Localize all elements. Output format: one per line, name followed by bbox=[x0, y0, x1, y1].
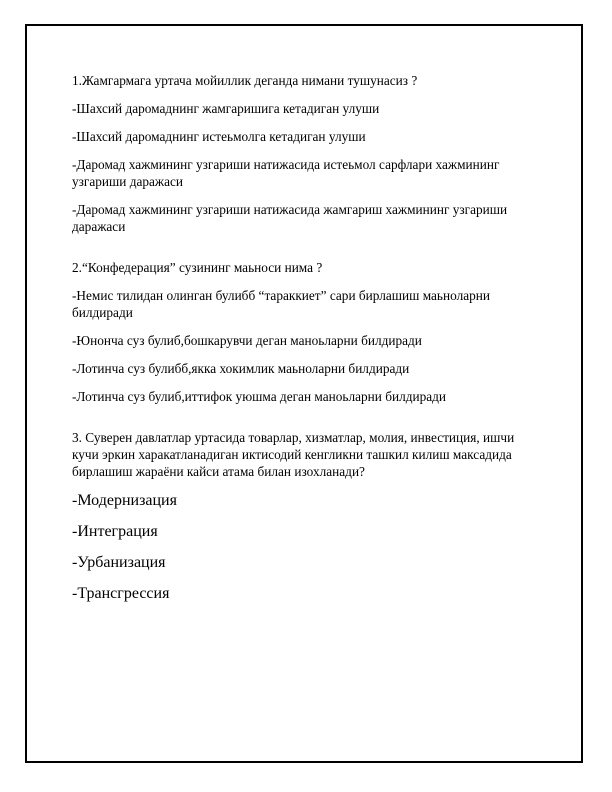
answer-option: -Немис тилидан олинган булибб “тараккиет” сари бирлашиш маьноларни билдиради bbox=[72, 288, 491, 320]
question-2 bbox=[72, 259, 542, 405]
answer-option: -Трансгрессия bbox=[72, 585, 170, 602]
question-text: 3. Суверен давлатлар уртасида товарлар, хизматлар, молия, инвестиция, ишчи кучи эркин харакатланадиган иктисодий кенгликни ташкил килиш максадида бирлашиш жараёни кайси атама билан изохланади? bbox=[72, 430, 515, 479]
question-text: 1.Жамгармага уртача мойиллик деганда нимани тушунасиз ? bbox=[72, 73, 418, 88]
answer-option: -Лотинча суз булибб,якка хокимлик маьноларни билдиради bbox=[72, 361, 410, 376]
question-3 bbox=[72, 429, 542, 603]
answer-option: -Модернизация bbox=[72, 492, 177, 509]
answer-option: -Шахсий даромаднинг жамгаришига кетадиган улуши bbox=[72, 101, 380, 116]
answer-option: -Урбанизация bbox=[72, 554, 166, 571]
question-text: 2.“Конфедерация” сузининг маьноси нима ? bbox=[72, 260, 323, 275]
answer-option: -Даромад хажмининг узгариши натижасида жамгариш хажмининг узгариши даражаси bbox=[72, 202, 508, 234]
answer-option: -Юнонча суз булиб,бошкарувчи деган маноьларни билдиради bbox=[72, 333, 422, 348]
answer-option: -Даромад хажмининг узгариши натижасида истеьмол сарфлари хажмининг узгариши даражаси bbox=[72, 157, 500, 189]
answer-option: -Интеграция bbox=[72, 523, 158, 540]
answer-option: -Лотинча суз булиб,иттифок уюшма деган маноьларни билдиради bbox=[72, 389, 447, 404]
answer-option: -Шахсий даромаднинг истеьмолга кетадиган улуши bbox=[72, 129, 366, 144]
question-1 bbox=[72, 72, 542, 235]
document-body bbox=[72, 72, 542, 615]
